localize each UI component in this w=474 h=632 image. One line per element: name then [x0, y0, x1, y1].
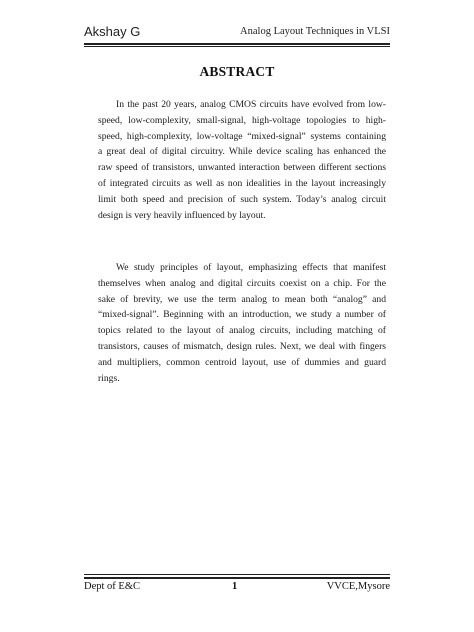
- paragraph-line: rings.: [98, 372, 120, 384]
- header-rule-thin: [84, 46, 390, 47]
- footer-institution: VVCE,Mysore: [326, 581, 390, 592]
- paragraph-line: We study principles of layout, emphasizing effects that manifest: [116, 262, 386, 273]
- section-heading: ABSTRACT: [199, 64, 275, 79]
- header-author: Akshay G: [84, 24, 141, 39]
- footer-rule-thick: [84, 577, 390, 579]
- paragraph-line: speed, high-complexity, low-voltage “mixed-signal” systems containing: [98, 130, 386, 142]
- header-document-title: Analog Layout Techniques in VLSI: [240, 26, 390, 37]
- paragraph-line: speed, low-complexity, small-signal, high-voltage topologies to high-: [98, 114, 386, 126]
- paragraph-line: themselves when analog and digital circuits coexist on a chip. For the: [98, 277, 386, 289]
- paragraph-line: and multipliers, common centroid layout, use of dummies and guard: [98, 356, 386, 368]
- paragraph-line: topics related to the layout of analog circuits, including matching of: [98, 325, 386, 337]
- abstract-paragraph-2: [98, 260, 386, 386]
- page-number: 1: [232, 581, 238, 592]
- paragraph-line: In the past 20 years, analog CMOS circuits have evolved from low-: [116, 99, 386, 110]
- paragraph-line: of integrated circuits as well as non idealities in the layout increasingly: [98, 177, 386, 189]
- paragraph-line: raw speed of transistors, unwanted interaction between different sections: [98, 162, 386, 174]
- paragraph-line: limit both speed and precision of such system. Today’s analog circuit: [98, 193, 386, 205]
- paragraph-line: a great deal of digital circuitry. While device scaling has enhanced the: [98, 146, 386, 158]
- page-footer: [84, 581, 390, 599]
- footer-rule-thin: [84, 574, 390, 575]
- header-rule-thick: [84, 43, 390, 45]
- paragraph-line: sake of brevity, we use the term analog to mean both “analog” and: [98, 293, 386, 305]
- footer-department: Dept of E&C: [84, 581, 140, 592]
- page-header: [84, 22, 390, 44]
- paragraph-line: transistors, causes of mismatch, design rules. Next, we deal with fingers: [98, 340, 386, 352]
- paragraph-line: design is very heavily influenced by layout.: [98, 209, 266, 221]
- paragraph-line: “mixed-signal”. Beginning with an introduction, we study a number of: [98, 309, 386, 321]
- abstract-paragraph-1: [98, 97, 386, 223]
